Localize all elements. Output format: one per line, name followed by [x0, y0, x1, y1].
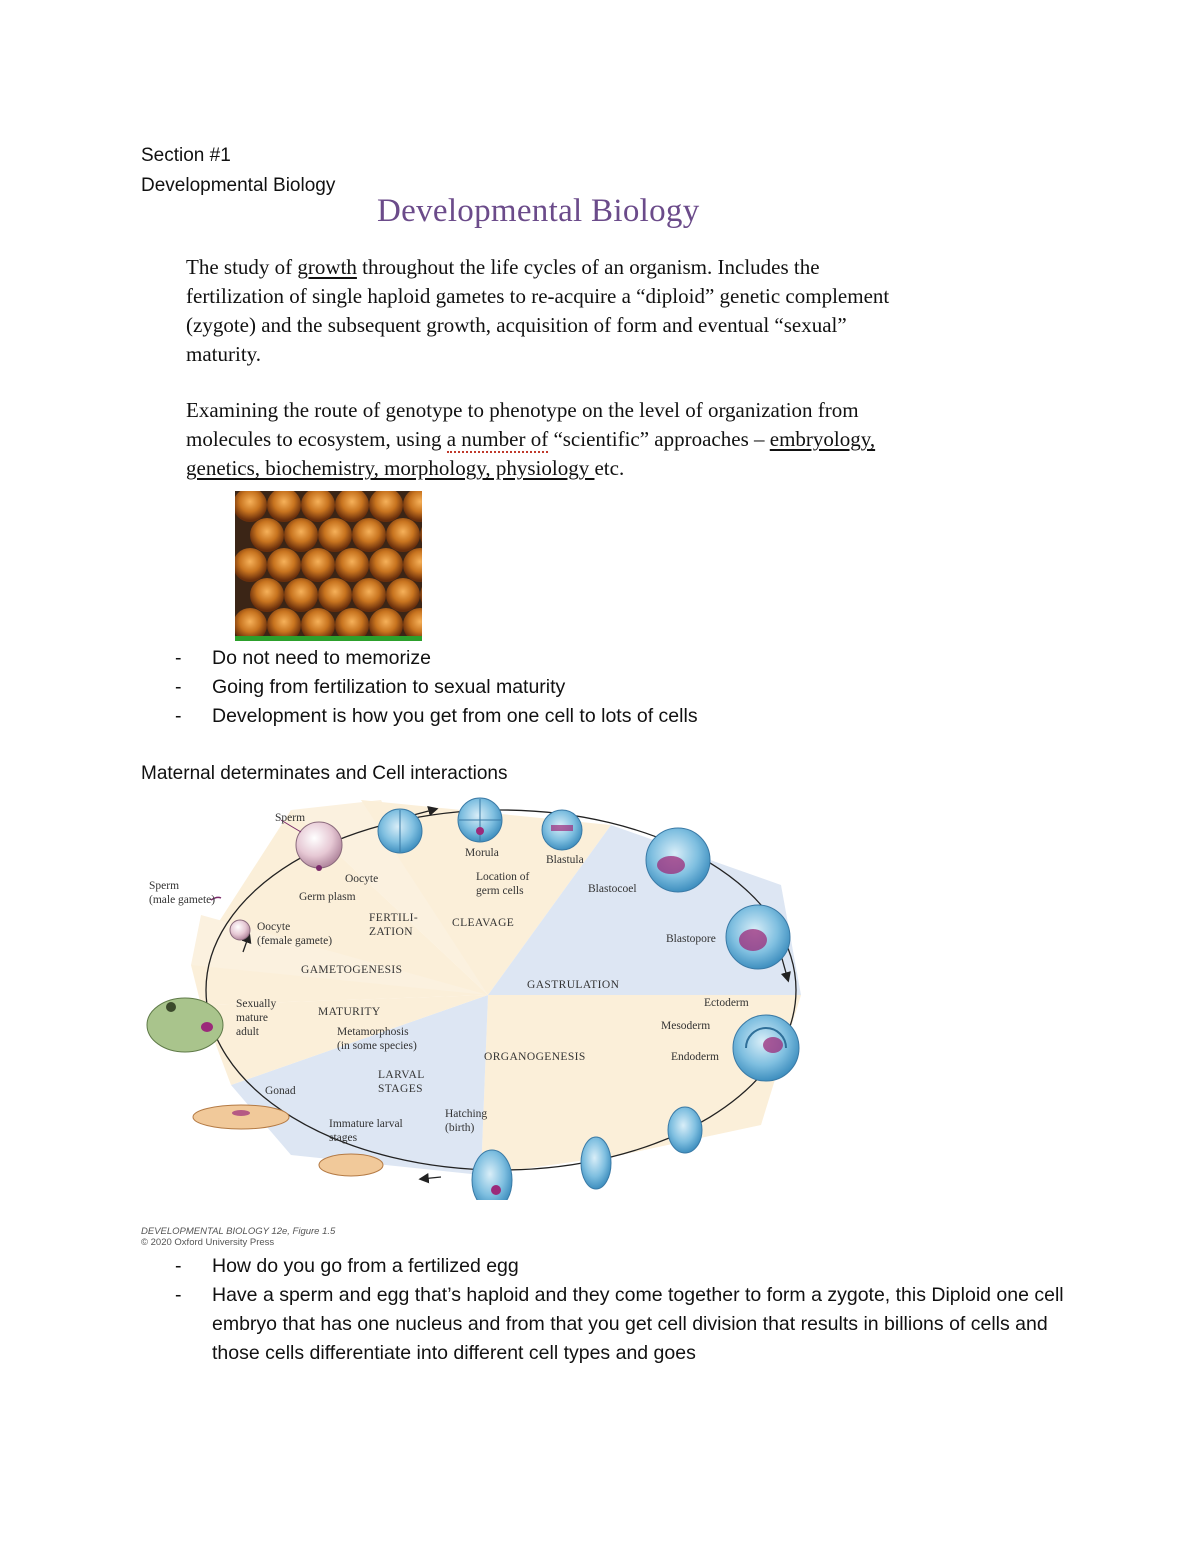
bullet-list-2	[175, 1252, 1075, 1368]
oocyte-cell	[296, 822, 342, 868]
svg-text:Immature larval: Immature larval	[329, 1118, 403, 1130]
bullet-list-1	[175, 644, 698, 731]
stage-fertilization: ZATION	[369, 926, 413, 938]
egg	[318, 518, 352, 552]
svg-text:Ectoderm: Ectoderm	[704, 997, 749, 1009]
svg-text:Germ plasm: Germ plasm	[299, 891, 356, 903]
egg	[284, 518, 318, 552]
svg-text:Morula: Morula	[465, 847, 499, 859]
svg-text:Hatching: Hatching	[445, 1108, 488, 1120]
egg	[386, 518, 420, 552]
list-item: - Have a sperm and egg that’s haploid and they come together to form a zygote, this Diploid one cell embryo that has one nucleus and from that you get cell division that results in billions of cells and those cells differentiate into different cell types and goes	[175, 1281, 1075, 1368]
egg	[335, 548, 369, 582]
figure-credit: DEVELOPMENTAL BIOLOGY 12e, Figure 1.5 © 2020 Oxford University Press	[141, 1226, 336, 1248]
neurula-embryo	[668, 1107, 702, 1153]
section-number: Section #1	[141, 145, 231, 166]
svg-text:(in some species): (in some species)	[337, 1040, 417, 1052]
cycle-arrow	[421, 1177, 441, 1179]
immature-larva	[319, 1154, 383, 1176]
slide-title: Developmental Biology	[377, 193, 700, 229]
svg-text:Sperm: Sperm	[275, 812, 306, 824]
list-item: - Going from fertilization to sexual maturity	[175, 673, 698, 702]
dotted-a-number-of: a number of	[446, 427, 549, 451]
svg-text:(female gamete): (female gamete)	[257, 935, 333, 947]
svg-text:Sexually: Sexually	[236, 998, 277, 1010]
egg	[352, 578, 386, 612]
egg	[318, 578, 352, 612]
svg-text:germ cells: germ cells	[476, 885, 524, 897]
stage-organogenesis: ORGANOGENESIS	[484, 1051, 586, 1063]
stage-larval: STAGES	[378, 1083, 423, 1095]
frog-eggs-photo	[235, 491, 422, 641]
egg	[386, 578, 420, 612]
stage-gametogenesis: GAMETOGENESIS	[301, 964, 403, 976]
svg-text:Gonad: Gonad	[265, 1085, 296, 1097]
tadpole	[193, 1105, 289, 1129]
egg	[267, 548, 301, 582]
svg-text:(male gamete): (male gamete)	[149, 894, 216, 906]
svg-text:Mesoderm: Mesoderm	[661, 1020, 711, 1032]
svg-text:Oocyte: Oocyte	[345, 873, 379, 885]
underlined-approach-list: embryology, genetics, biochemistry, morphology, physiology	[186, 427, 876, 480]
list-item: - Do not need to memorize	[175, 644, 698, 673]
egg	[250, 518, 284, 552]
svg-text:adult: adult	[236, 1026, 259, 1038]
svg-text:Blastula: Blastula	[546, 854, 584, 866]
svg-text:(birth): (birth)	[445, 1122, 475, 1134]
svg-text:mature: mature	[236, 1012, 268, 1024]
svg-text:Sperm: Sperm	[149, 880, 180, 892]
egg	[250, 578, 284, 612]
svg-text:Blastopore: Blastopore	[666, 933, 716, 945]
svg-text:Oocyte: Oocyte	[257, 921, 291, 933]
stage-fertilization: FERTILI-	[369, 912, 419, 924]
slide-approach-paragraph: Examining the route of genotype to phenotype on the level of organization from molecules to ecosystem, using a number of “scientific” approaches – embryology, genetics, biochemistry, morphology, physiology etc.	[186, 398, 876, 480]
life-cycle-diagram	[141, 795, 807, 1200]
list-item: - How do you go from a fertilized egg	[175, 1252, 1075, 1281]
egg	[284, 578, 318, 612]
topic-heading: Developmental Biology	[141, 175, 336, 196]
list-item: - Development is how you get from one cell to lots of cells	[175, 702, 698, 731]
svg-text:stages: stages	[329, 1132, 358, 1144]
stage-cleavage: CLEAVAGE	[452, 917, 515, 929]
egg	[301, 548, 335, 582]
stage-maturity: MATURITY	[318, 1006, 381, 1018]
underlined-growth: growth	[297, 255, 357, 279]
tailbud-embryo	[581, 1137, 611, 1189]
svg-text:Blastocoel: Blastocoel	[588, 883, 637, 895]
section-heading: Maternal determinates and Cell interactions	[141, 763, 508, 784]
stage-larval: LARVAL	[378, 1069, 425, 1081]
stage-gastrulation: GASTRULATION	[527, 979, 620, 991]
female-gamete-oocyte	[230, 920, 250, 940]
slide-definition-paragraph: The study of growth throughout the life cycles of an organism. Includes the fertilization of single haploid gametes to re-acquire a “diploid” genetic complement (zygote) and the subsequent growth, acquisition of form and eventual “sexual” maturity.	[186, 255, 890, 366]
svg-text:Metamorphosis: Metamorphosis	[337, 1026, 409, 1038]
egg	[369, 548, 403, 582]
germ-plasm-dot	[316, 865, 322, 871]
egg	[352, 518, 386, 552]
svg-text:Endoderm: Endoderm	[671, 1051, 719, 1063]
svg-text:Location of: Location of	[476, 871, 530, 883]
